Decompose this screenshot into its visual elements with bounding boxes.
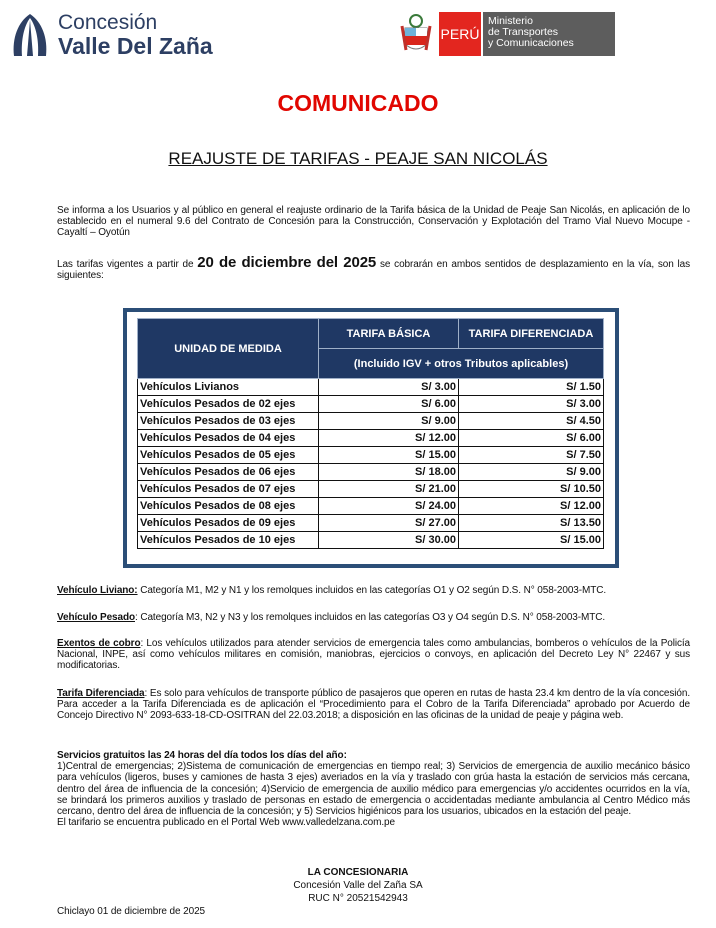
- cell-unit: Vehículos Pesados de 03 ejes: [138, 413, 319, 430]
- cell-basic: S/ 15.00: [319, 447, 459, 464]
- signature-line3: RUC N° 20521542943: [308, 893, 408, 904]
- cell-unit: Vehículos Pesados de 06 ejes: [138, 464, 319, 481]
- liviano-text: Categoría M1, M2 y N1 y los remolques incluidos en las categorías O1 y O2 según D.S. N° 058-2003-MTC.: [137, 585, 607, 596]
- ministry-line3: y Comunicaciones: [488, 37, 574, 49]
- logo-line1: Concesión: [58, 11, 158, 34]
- table-row: [138, 413, 604, 430]
- cell-unit: Vehículos Pesados de 10 ejes: [138, 532, 319, 549]
- pesado-text: : Categoría M3, N2 y N3 y los remolques incluidos en las categorías O3 y O4 según D.S. N° 058-2003-MTC.: [134, 612, 606, 623]
- table-row: [138, 481, 604, 498]
- table-row: [138, 430, 604, 447]
- tariff-rows: [138, 379, 604, 549]
- table-row: [138, 379, 604, 396]
- effective-date: 20 de diciembre del 2025: [197, 254, 377, 271]
- cell-diff: S/ 13.50: [459, 515, 604, 532]
- cell-unit: Vehículos Pesados de 09 ejes: [138, 515, 319, 532]
- table-row: [138, 498, 604, 515]
- cell-diff: S/ 3.00: [459, 396, 604, 413]
- exentos-label: Exentos de cobro: [57, 638, 141, 649]
- cell-unit: Vehículos Pesados de 08 ejes: [138, 498, 319, 515]
- cell-basic: S/ 24.00: [319, 498, 459, 515]
- cell-basic: S/ 27.00: [319, 515, 459, 532]
- tariff-table: [137, 318, 604, 549]
- page-title: COMUNICADO: [277, 90, 439, 116]
- services-text: 1)Central de emergencias; 2)Sistema de comunicación de emergencias en tiempo real; 3) Servicios de emergencia de auxilio mecánico básico para vehículos (ligeros, buses y camiones de hasta 3 ejes) averiados en la vía y traslado con grúa hasta la estación de servicios más cercana, dentro del área de influencia de la concesión; 4)Servicio de emergencia de auxilio médico para emergencias y/o accidentes ocurridos en la vía, se brindará los primeros auxilios y traslado de personas en estado de emergencia o accidentadas mediante ambulancia al Centro Médico más cercano, dentro del área de influencia de la concesión; y 5) Servicios higiénicos para los usuarios, ubicados en la estación del peaje.: [57, 761, 690, 818]
- diferenciada-text: : Es solo para vehículos de transporte público de pasajeros que operen en rutas de hasta 23.4 km dentro de la vía concesión. Para acceder a la Tarifa Diferenciada es de aplicación el “Procedimiento para el Cobro de la Tarifa Diferenciada” aprobado por Acuerdo de Concejo Directivo N° 2093-633-18-CD-OSITRAN del 22.03.2018; a disposición en las oficinas de la unidad de peaje y página web.: [57, 688, 690, 722]
- date-place: Chiclayo 01 de diciembre de 2025: [57, 906, 206, 917]
- ministry-line1: Ministerio: [488, 15, 533, 27]
- cell-basic: S/ 9.00: [319, 413, 459, 430]
- cell-basic: S/ 21.00: [319, 481, 459, 498]
- cell-unit: Vehículos Livianos: [138, 379, 319, 396]
- pesado-label: Vehículo Pesado: [57, 612, 135, 623]
- exentos-text: : Los vehículos utilizados para atender servicios de emergencia tales como ambulancias, bomberos o vehículos de la Policía Nacional, INPE, así como vehículos militares en comisión, maniobras, ejercicios o convoys, en aplicación del Decreto Ley N° 22467 y sus modificatorias.: [57, 638, 691, 672]
- cell-basic: S/ 3.00: [319, 379, 459, 396]
- cell-diff: S/ 6.00: [459, 430, 604, 447]
- page-subtitle: REAJUSTE DE TARIFAS - PEAJE SAN NICOLÁS: [168, 149, 548, 168]
- services-section: [57, 750, 690, 828]
- def-diferenciada: [57, 688, 690, 722]
- logo-line2: Valle Del Zaña: [58, 33, 213, 59]
- services-heading: Servicios gratuitos las 24 horas del día todos los días del año:: [57, 750, 347, 761]
- cell-unit: Vehículos Pesados de 05 ejes: [138, 447, 319, 464]
- table-row: [138, 532, 604, 549]
- def-pesado: [57, 612, 690, 623]
- header-basic: TARIFA BÁSICA: [319, 319, 459, 349]
- mtc-logo: [400, 12, 615, 56]
- diferenciada-label: Tarifa Diferenciada: [57, 688, 145, 699]
- cell-basic: S/ 30.00: [319, 532, 459, 549]
- cell-unit: Vehículos Pesados de 07 ejes: [138, 481, 319, 498]
- header-diff: TARIFA DIFERENCIADA: [459, 319, 604, 349]
- intro-paragraph: Se informa a los Usuarios y al público en general el reajuste ordinario de la Tarifa básica de la Unidad de Peaje San Nicolás, en aplicación de lo establecido en el numeral 9.6 del Contrato de Concesión para la Construcción, Conservación y Explotación del Tramo Vial Nuevo Mocupe - Cayaltí – Oyotún: [57, 205, 690, 239]
- coat-of-arms-icon: [400, 12, 432, 56]
- effective-date-paragraph: [57, 254, 690, 282]
- cell-unit: Vehículos Pesados de 04 ejes: [138, 430, 319, 447]
- road-arch-icon: [10, 12, 50, 58]
- cell-diff: S/ 12.00: [459, 498, 604, 515]
- cell-diff: S/ 7.50: [459, 447, 604, 464]
- table-row: [138, 464, 604, 481]
- header-note: (Incluido IGV + otros Tributos aplicables): [319, 349, 604, 379]
- cell-diff: S/ 10.50: [459, 481, 604, 498]
- effective-before: Las tarifas vigentes a partir de: [57, 259, 198, 270]
- concesion-valle-del-zana-logo: [10, 12, 213, 58]
- header-unit: UNIDAD DE MEDIDA: [138, 319, 319, 379]
- cell-diff: S/ 1.50: [459, 379, 604, 396]
- def-exentos: [57, 638, 690, 672]
- peru-label: PERÚ: [439, 12, 483, 56]
- cell-unit: Vehículos Pesados de 02 ejes: [138, 396, 319, 413]
- liviano-label: Vehículo Liviano:: [57, 585, 138, 596]
- cell-basic: S/ 12.00: [319, 430, 459, 447]
- def-liviano: [57, 585, 690, 596]
- cell-diff: S/ 15.00: [459, 532, 604, 549]
- signature-block: [0, 866, 716, 905]
- signature-line1: LA CONCESIONARIA: [307, 867, 409, 878]
- portal-text: [57, 817, 690, 828]
- cell-basic: S/ 18.00: [319, 464, 459, 481]
- effective-after: se cobrarán en ambos sentidos de desplazamiento en la vía, son las siguientes:: [57, 259, 690, 282]
- portal-link-text: El tarifario se encuentra publicado en el Portal Web www.valledelzana.com.pe: [57, 817, 395, 829]
- cell-diff: S/ 9.00: [459, 464, 604, 481]
- cell-basic: S/ 6.00: [319, 396, 459, 413]
- signature-line2: Concesión Valle del Zaña SA: [293, 880, 423, 891]
- cell-diff: S/ 4.50: [459, 413, 604, 430]
- table-row: [138, 515, 604, 532]
- table-row: [138, 396, 604, 413]
- table-row: [138, 447, 604, 464]
- ministry-label: [483, 12, 615, 56]
- ministry-line2: de Transportes: [488, 26, 559, 38]
